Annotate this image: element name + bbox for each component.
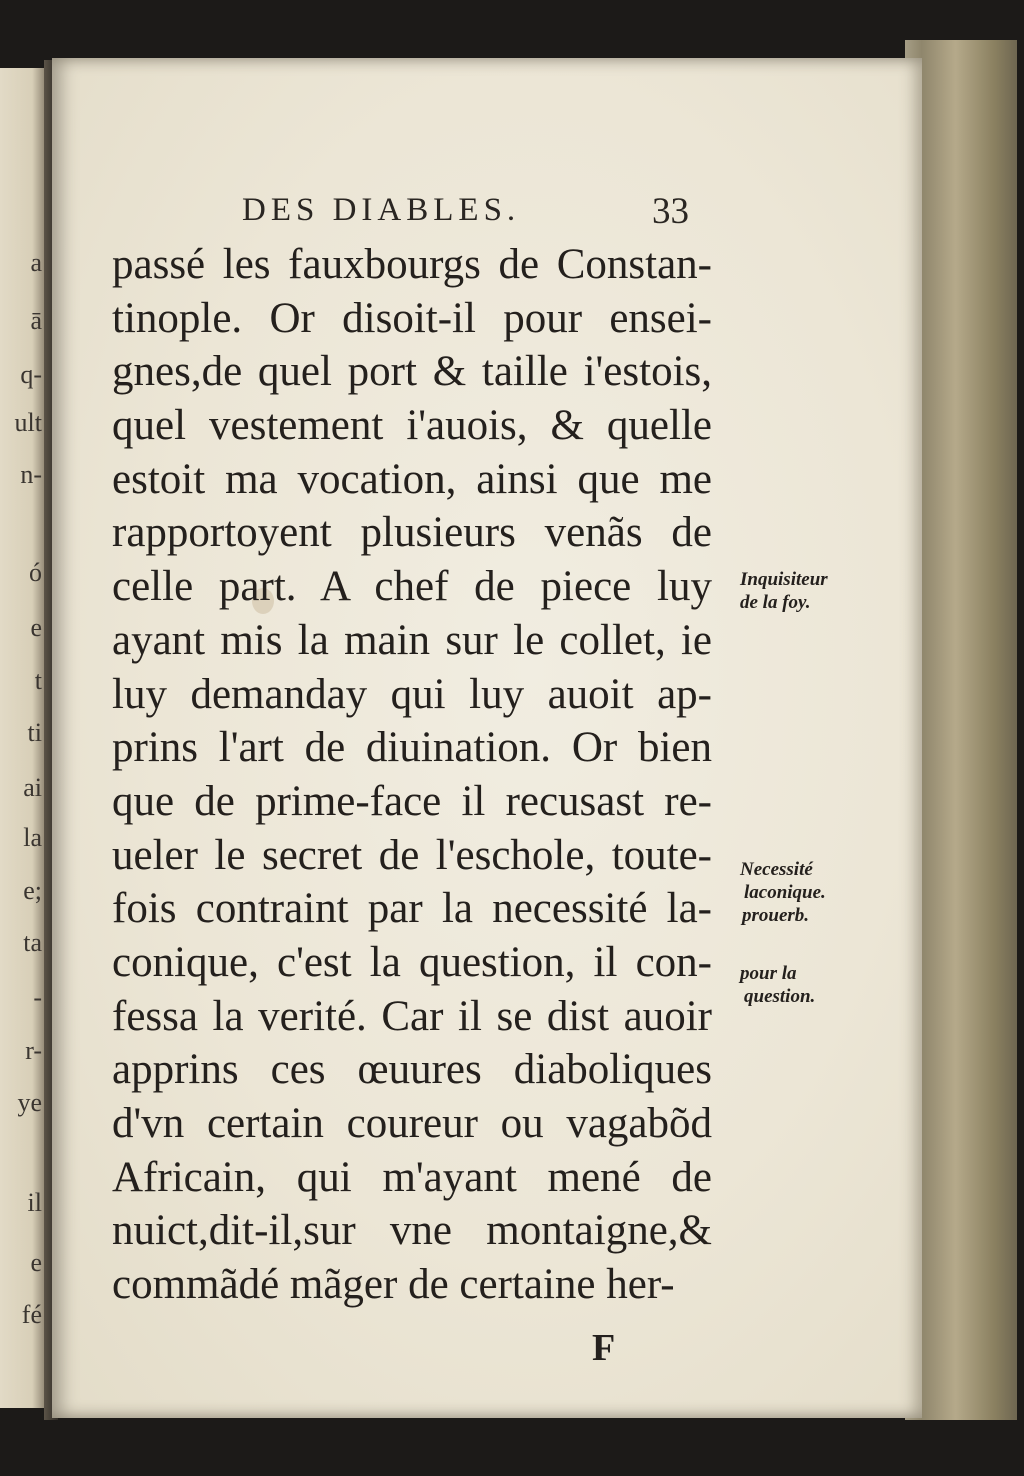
text-line: fois contraint par la necessité la-: [112, 885, 712, 933]
marginal-note-line: Inquisiteur: [740, 569, 828, 590]
facing-page-fragment: n-: [20, 460, 42, 489]
facing-page-fragment: ta: [23, 928, 42, 957]
marginal-note: [740, 962, 870, 1008]
facing-page-fragment: il: [27, 1188, 42, 1217]
text-line: quel vestement i'auois, & quelle: [112, 402, 712, 450]
text-line: nuict,dit-il,sur vne montaigne,&: [112, 1207, 712, 1255]
facing-page-fragment: e: [30, 1248, 42, 1277]
text-line: apprins ces œuures diaboliques: [112, 1046, 712, 1094]
facing-page-fragment: -: [33, 983, 42, 1012]
marginal-note: [740, 568, 870, 614]
marginal-note-line: laconique.: [744, 882, 826, 903]
facing-page-fragment: ai: [23, 773, 42, 802]
text-line: rapportoyent plusieurs venãs de: [112, 509, 712, 557]
text-line: celle part. A chef de piece luy: [112, 563, 712, 611]
text-line: commãdé mãger de certaine her-: [112, 1261, 675, 1309]
text-line: estoit ma vocation, ainsi que me: [112, 455, 712, 503]
marginal-note-line: Necessité: [740, 859, 813, 880]
facing-page-fragment: r-: [25, 1036, 42, 1065]
marginal-note-line: prouerb.: [742, 905, 810, 926]
facing-page-fragment: q-: [20, 360, 42, 389]
text-line: ayant mis la main sur le collet, ie: [112, 616, 712, 664]
signature-mark: F: [592, 1327, 616, 1369]
text-line: prins l'art de diuination. Or bien: [112, 724, 712, 772]
marginal-note: [740, 858, 870, 927]
facing-page-fragment: t: [34, 666, 42, 695]
facing-page-fragment: ti: [27, 718, 42, 747]
text-line: gnes,de quel port & taille i'estois,: [112, 348, 712, 396]
book-page: [52, 58, 922, 1418]
body-text: [112, 238, 712, 1312]
text-line: passé les fauxbourgs de Constan-: [112, 241, 712, 288]
marginal-note-line: pour la: [740, 963, 797, 984]
facing-page-edge: [0, 68, 46, 1408]
marginal-note-line: question.: [744, 986, 816, 1007]
facing-page-fragment: ó: [29, 558, 42, 587]
text-line: que de prime-face il recusast re-: [112, 777, 712, 825]
text-line: fessa la verité. Car il se dist auoir: [112, 992, 712, 1040]
marginal-note-line: de la foy.: [740, 592, 811, 613]
text-line: ueler le secret de l'eschole, toute-: [112, 831, 712, 879]
facing-page-fragment: ye: [17, 1088, 42, 1117]
facing-page-fragment: ult: [14, 408, 42, 437]
facing-page-fragment: fé: [21, 1300, 42, 1329]
running-head: [242, 190, 722, 240]
text-line: Africain, qui m'ayant mené de: [112, 1153, 712, 1201]
facing-page-fragment: ā: [30, 306, 42, 335]
text-line: d'vn certain coureur ou vagabõd: [112, 1100, 712, 1147]
text-line: tinople. Or disoit-il pour ensei-: [112, 294, 712, 342]
facing-page-fragment: e: [30, 613, 42, 642]
text-line: luy demanday qui luy auoit ap-: [112, 670, 712, 718]
facing-page-fragment: a: [30, 248, 42, 277]
text-line: conique, c'est la question, il con-: [112, 938, 712, 986]
running-head-title: DES DIABLES.: [242, 192, 521, 228]
facing-page-fragment: e;: [23, 876, 42, 905]
page-number: 33: [652, 191, 689, 232]
facing-page-fragment: la: [23, 823, 42, 852]
